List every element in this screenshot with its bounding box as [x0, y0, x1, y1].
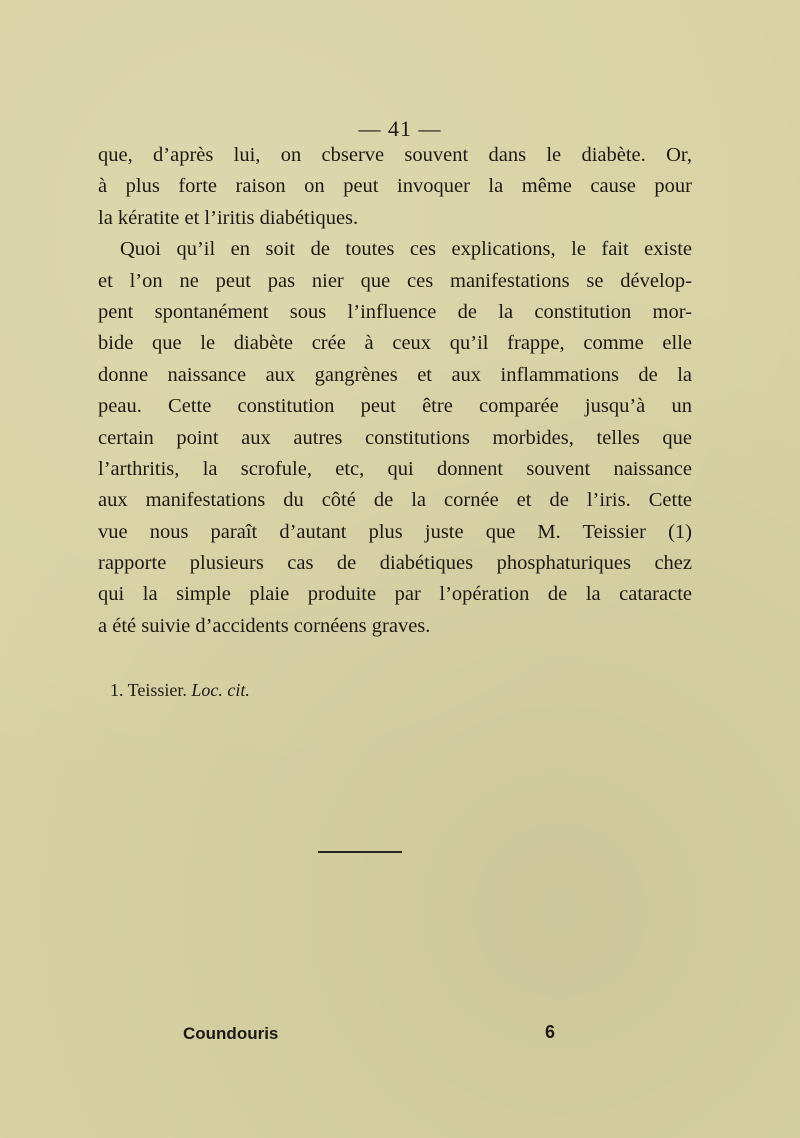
footnote: [110, 680, 250, 701]
footnote-reference: Loc. cit.: [191, 680, 250, 700]
text-line-1: que, d’après lui, on cbserve souvent dans le diabète. Or,: [98, 144, 692, 166]
text-line-4: Quoi qu’il en soit de toutes ces explications, le fait existe: [120, 238, 692, 261]
text-line-7: bide que le diabète crée à ceux qu’il frappe, comme elle: [98, 332, 692, 355]
text-line-8: donne naissance aux gangrènes et aux inflammations de la: [98, 363, 692, 386]
text-line-9: peau. Cette constitution peut être comparée jusqu’à un: [98, 395, 692, 418]
text-line-14: rapporte plusieurs cas de diabétiques phosphaturiques chez: [98, 552, 692, 575]
signature-left: Coundouris: [183, 1024, 279, 1043]
text-line-6: pent spontanément sous l’influence de la constitution mor-: [98, 300, 692, 323]
signature-right: 6: [545, 1022, 556, 1042]
text-line-12: aux manifestations du côté de la cornée et de l’iris. Cette: [98, 489, 692, 512]
text-line-5: et l’on ne peut pas nier que ces manifestations se dévelop-: [98, 269, 692, 292]
main-text-block: [98, 140, 692, 642]
page-number: — 41 —: [358, 116, 442, 141]
section-divider: [318, 851, 402, 853]
text-line-16: a été suivie d’accidents cornéens graves.: [98, 614, 431, 637]
text-line-13: vue nous paraît d’autant plus juste que M. Teissier (1): [98, 520, 692, 543]
text-line-10: certain point aux autres constitutions morbides, telles que: [98, 426, 692, 449]
text-line-11: l’arthritis, la scrofule, etc, qui donnent souvent naissance: [98, 457, 692, 480]
footnote-marker: 1. Teissier.: [110, 680, 192, 700]
text-line-15: qui la simple plaie produite par l’opération de la cataracte: [98, 583, 692, 606]
text-line-3: la kératite et l’iritis diabétiques.: [98, 206, 359, 229]
text-line-2: à plus forte raison on peut invoquer la même cause pour: [98, 175, 692, 198]
